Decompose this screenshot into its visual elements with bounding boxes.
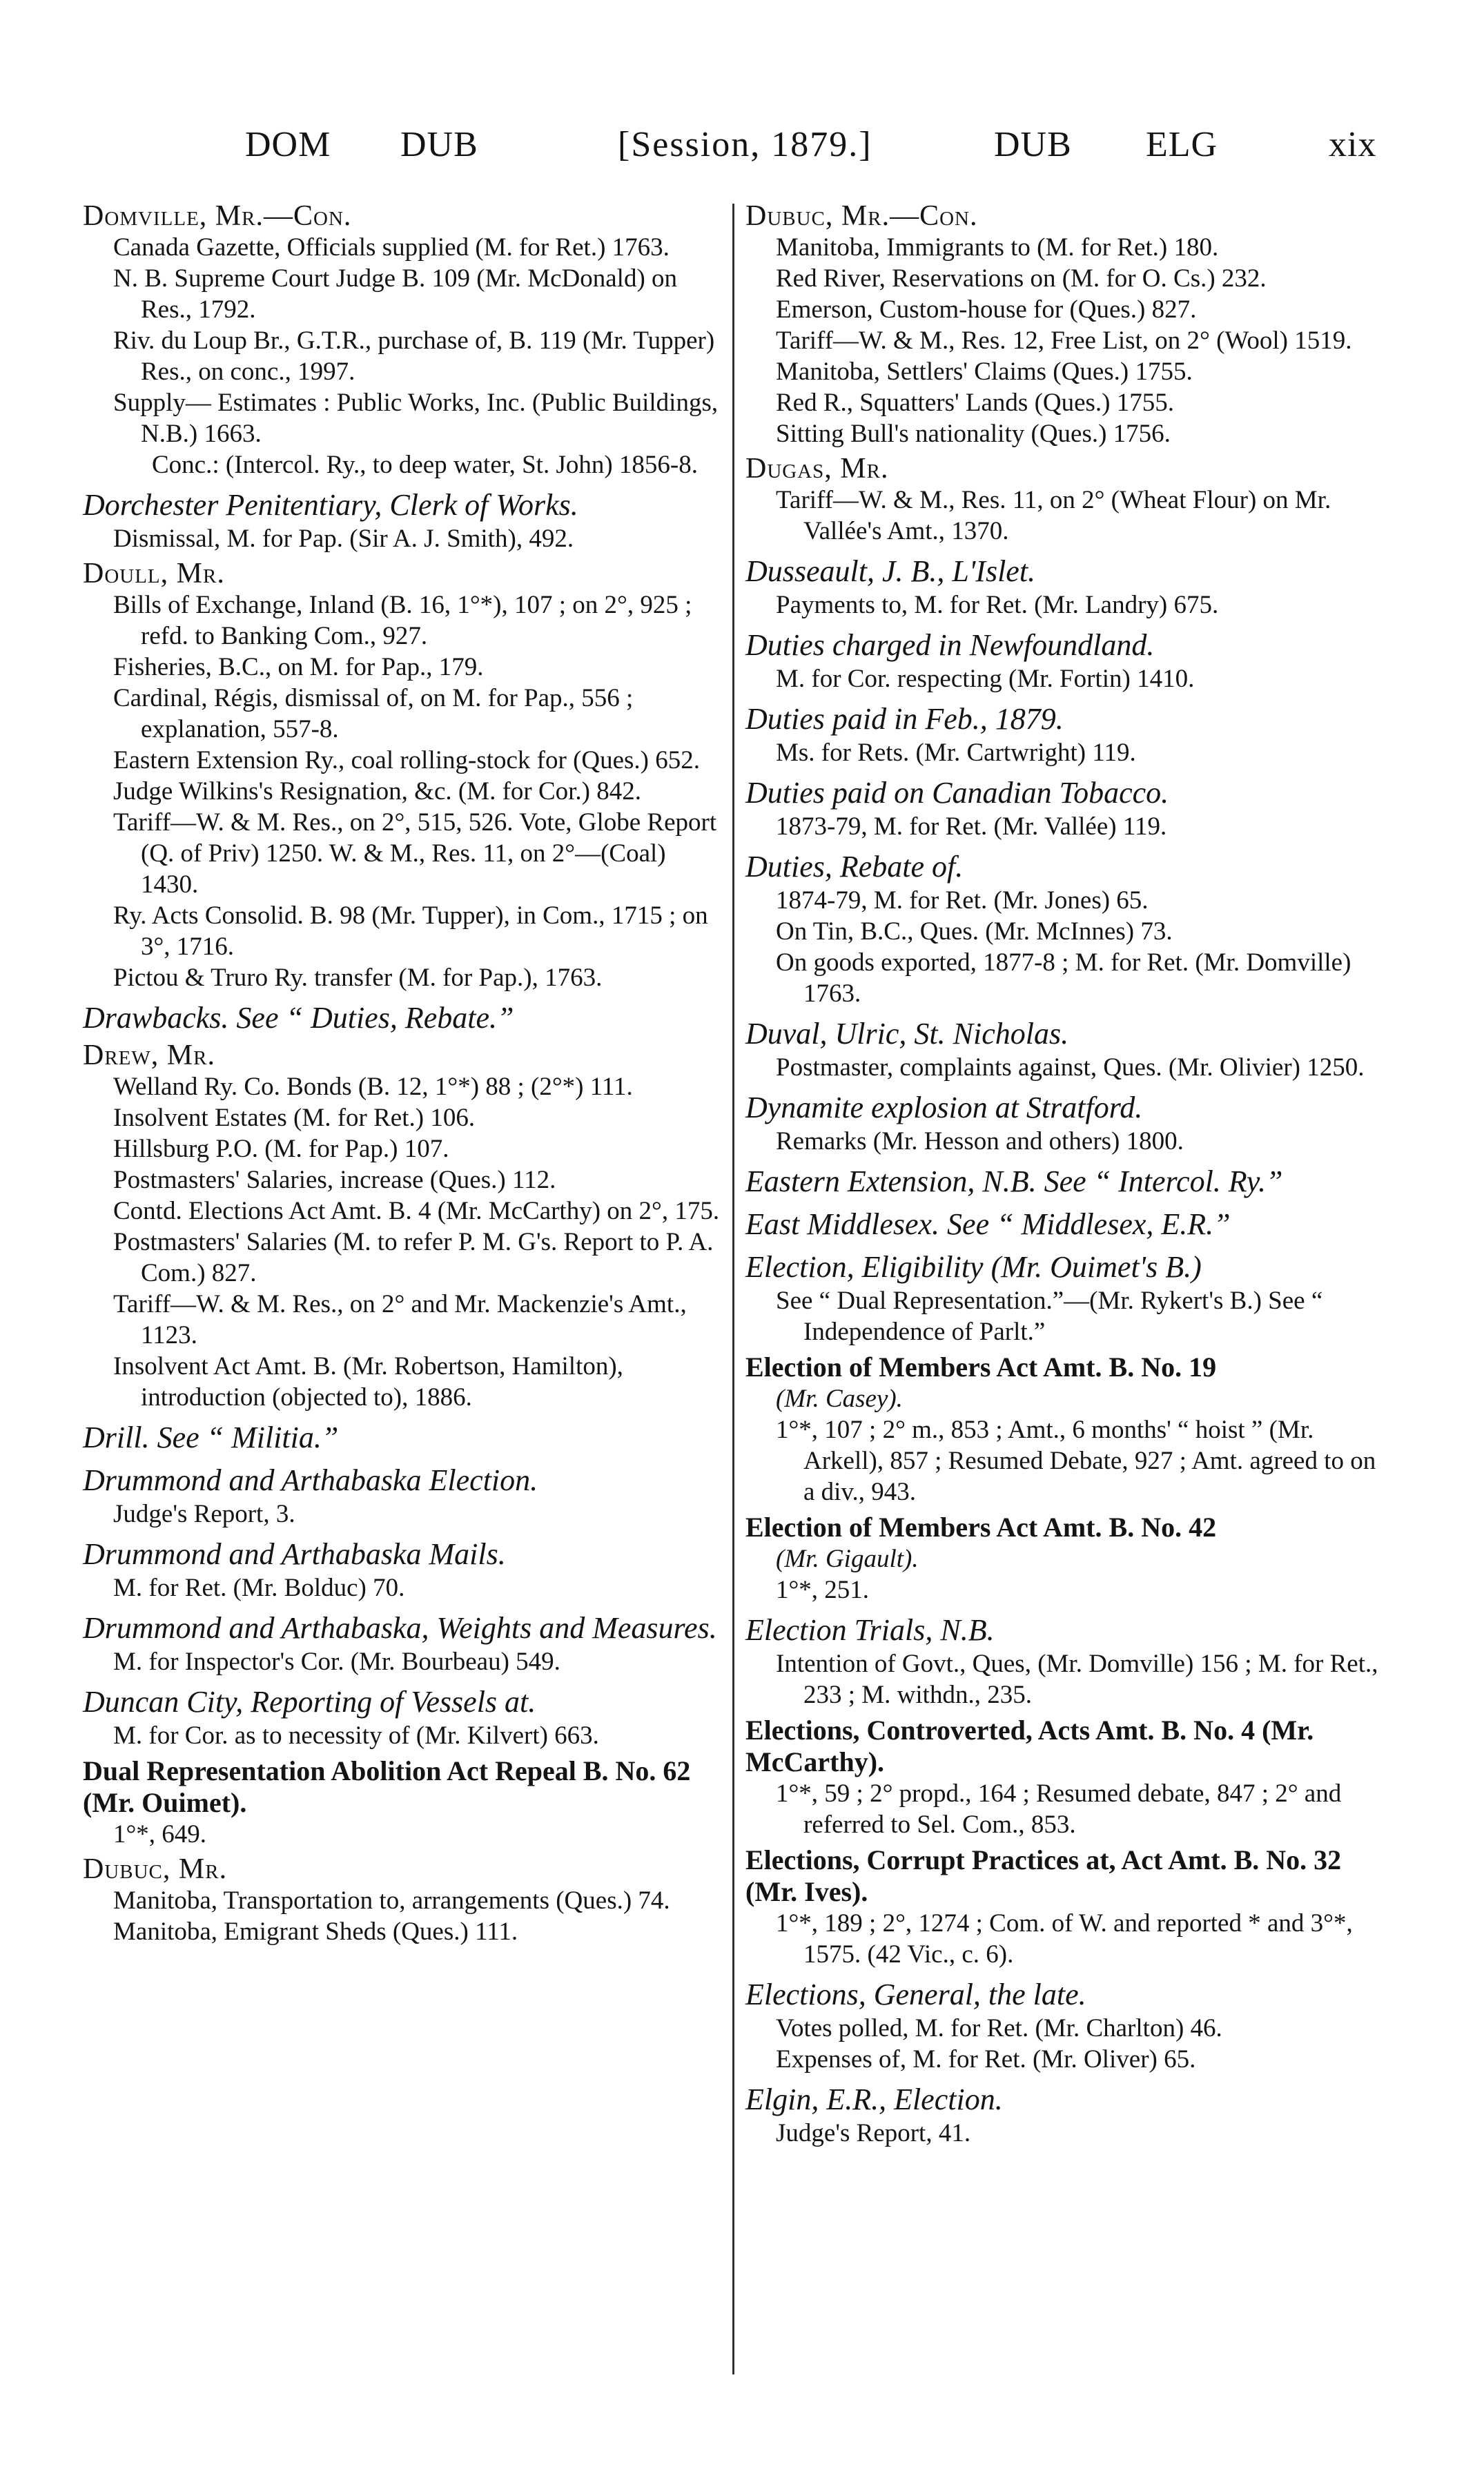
entry-line: Tariff—W. & M., Res. 11, on 2° (Wheat Flour) on Mr. Vallée's Amt., 1370. [776, 486, 1331, 545]
entry-line: Dismissal, M. for Pap. (Sir A. J. Smith), 492. [113, 525, 574, 553]
entry-line: Manitoba, Settlers' Claims (Ques.) 1755. [776, 358, 1193, 386]
entry-line: 1°*, 107 ; 2° m., 853 ; Amt., 6 months' “ hoist ” (Mr. Arkell), 857 ; Resumed Debate, 927 ; Amt. agreed to on a div., 943. [776, 1416, 1376, 1506]
entry-line: 1°*, 189 ; 2°, 1274 ; Com. of W. and reported * and 3°*, 1575. (42 Vic., c. 6). [776, 1909, 1353, 1969]
entry-heading: Drawbacks. See “ Duties, Rebate.” [83, 1001, 514, 1035]
entry-duties-tobacco [745, 775, 1380, 842]
entry-dorchester [83, 487, 721, 554]
entry-duties-feb [745, 701, 1380, 768]
entry-line: Tariff—W. & M. Res., on 2° and Mr. Mackenzie's Amt., 1123. [113, 1290, 687, 1349]
entry-line: Cardinal, Régis, dismissal of, on M. for Pap., 556 ; explanation, 557-8. [113, 684, 634, 743]
column-divider [732, 204, 734, 2374]
entry-drummond-mails [83, 1536, 721, 1603]
entry-dubuc [83, 1854, 721, 1947]
entry-dual-representation [83, 1755, 721, 1850]
entry-heading: Duties, Rebate of. [745, 850, 964, 884]
entry-heading: Drummond and Arthabaska, Weights and Measures. [83, 1611, 717, 1645]
entry-heading: Duties paid on Canadian Tobacco. [745, 776, 1169, 810]
header-right-a: DUB [994, 125, 1072, 164]
entry-election-trials [745, 1612, 1380, 1710]
entry-heading: Election Trials, N.B. [745, 1613, 995, 1647]
entry-line: Insolvent Act Amt. B. (Mr. Robertson, Hamilton), introduction (objected to), 1886. [113, 1352, 623, 1412]
entry-heading: Dynamite explosion at Stratford. [745, 1091, 1143, 1124]
entry-duties-rebate [745, 849, 1380, 1009]
entry-line: Tariff—W. & M., Res. 12, Free List, on 2° (Wool) 1519. [776, 326, 1352, 355]
entry-line: Postmasters' Salaries (M. to refer P. M. G's. Report to P. A. Com.) 827. [113, 1228, 714, 1287]
entry-line: Manitoba, Immigrants to (M. for Ret.) 180. [776, 233, 1219, 262]
left-column [83, 197, 721, 1947]
entry-line: Ry. Acts Consolid. B. 98 (Mr. Tupper), in Com., 1715 ; on 3°, 1716. [113, 901, 708, 961]
entry-line: Eastern Extension Ry., coal rolling-stock for (Ques.) 652. [113, 746, 701, 774]
entry-heading: Drummond and Arthabaska Mails. [83, 1537, 506, 1571]
entry-line: Sitting Bull's nationality (Ques.) 1756. [776, 420, 1171, 448]
header-left-a: DOM [245, 125, 331, 164]
entry-line: On goods exported, 1877-8 ; M. for Ret. (Mr. Domville) 1763. [776, 948, 1351, 1008]
entry-line: Postmasters' Salaries, increase (Ques.) 112. [113, 1166, 556, 1194]
entry-drew [83, 1040, 721, 1413]
entry-drummond-weights [83, 1610, 721, 1677]
entry-drill [83, 1420, 721, 1456]
entry-line: (Mr. Casey). [776, 1385, 903, 1413]
entry-heading: Doull, Mr. [83, 558, 225, 589]
entry-line: Pictou & Truro Ry. transfer (M. for Pap.), 1763. [113, 964, 603, 992]
entry-line: Insolvent Estates (M. for Ret.) 106. [113, 1104, 476, 1132]
entry-heading: Election, Eligibility (Mr. Ouimet's B.) [745, 1250, 1202, 1284]
entry-duncan-city [83, 1684, 721, 1751]
entry-line: Hillsburg P.O. (M. for Pap.) 107. [113, 1135, 449, 1163]
entry-line: Votes polled, M. for Ret. (Mr. Charlton) 46. [776, 2014, 1222, 2042]
entry-line: Supply— Estimates : Public Works, Inc. (Public Buildings, N.B.) 1663. [113, 389, 719, 448]
entry-heading: Drummond and Arthabaska Election. [83, 1463, 538, 1497]
entry-elections-controverted [745, 1715, 1380, 1840]
entry-dubuc-continued [745, 201, 1380, 449]
entry-heading: Elections, General, the late. [745, 1978, 1086, 2011]
entry-line: Bills of Exchange, Inland (B. 16, 1°*), 107 ; on 2°, 925 ; refd. to Banking Com., 927. [113, 591, 692, 650]
entry-line: Contd. Elections Act Amt. B. 4 (Mr. McCarthy) on 2°, 175. [113, 1197, 720, 1225]
entry-heading: Duties paid in Feb., 1879. [745, 702, 1064, 736]
entry-line: Canada Gazette, Officials supplied (M. for Ret.) 1763. [113, 233, 670, 262]
entry-line: Tariff—W. & M. Res., on 2°, 515, 526. Vote, Globe Report (Q. of Priv) 1250. W. & M., Res. 11, on 2°—(Coal) 1430. [113, 808, 717, 899]
entry-east-middlesex [745, 1207, 1380, 1242]
header-session: [Session, 1879.] [618, 125, 872, 164]
entry-heading: East Middlesex. See “ Middlesex, E.R.” [745, 1207, 1231, 1241]
entry-heading: Duncan City, Reporting of Vessels at. [83, 1685, 536, 1719]
entry-heading: Elections, Corrupt Practices at, Act Amt. B. No. 32 (Mr. Ives). [745, 1844, 1342, 1907]
entry-heading: Dubuc, Mr. [83, 1853, 228, 1885]
entry-line: Fisheries, B.C., on M. for Pap., 179. [113, 653, 484, 681]
entry-line: 1873-79, M. for Ret. (Mr. Vallée) 119. [776, 812, 1167, 841]
entry-heading: Elgin, E.R., Election. [745, 2082, 1003, 2116]
entry-line: Red R., Squatters' Lands (Ques.) 1755. [776, 389, 1175, 417]
entry-dynamite [745, 1090, 1380, 1157]
entry-line: Welland Ry. Co. Bonds (B. 12, 1°*) 88 ; (2°*) 111. [113, 1073, 633, 1101]
entry-dugas [745, 453, 1380, 547]
entry-duval [745, 1016, 1380, 1083]
entry-line: On Tin, B.C., Ques. (Mr. McInnes) 73. [776, 917, 1173, 946]
entry-elections-general [745, 1977, 1380, 2075]
entry-doull [83, 558, 721, 993]
running-header [0, 124, 1484, 179]
entry-line: 1°*, 649. [113, 1820, 207, 1848]
entry-heading: Drew, Mr. [83, 1040, 215, 1071]
entry-election-members-19 [745, 1352, 1380, 1508]
entry-heading: Dusseault, J. B., L'Islet. [745, 554, 1036, 588]
entry-domville [83, 201, 721, 480]
entry-line: Judge Wilkins's Resignation, &c. (M. for Cor.) 842. [113, 777, 642, 806]
entry-heading: Dugas, Mr. [745, 453, 889, 485]
entry-line: Emerson, Custom-house for (Ques.) 827. [776, 295, 1197, 324]
entry-heading: Dubuc, Mr.—Con. [745, 200, 978, 232]
entry-line: Conc.: (Intercol. Ry., to deep water, St. John) 1856-8. [152, 451, 699, 479]
entry-line: M. for Inspector's Cor. (Mr. Bourbeau) 549. [113, 1648, 560, 1676]
entry-line: 1874-79, M. for Ret. (Mr. Jones) 65. [776, 886, 1149, 915]
entry-line: N. B. Supreme Court Judge B. 109 (Mr. McDonald) on Res., 1792. [113, 264, 678, 324]
entry-line: Manitoba, Emigrant Sheds (Ques.) 111. [113, 1918, 518, 1946]
entry-drummond-election [83, 1463, 721, 1530]
entry-heading: Election of Members Act Amt. B. No. 19 [745, 1352, 1217, 1383]
entry-election-members-42 [745, 1512, 1380, 1606]
entry-heading: Dorchester Penitentiary, Clerk of Works. [83, 488, 578, 522]
entry-heading: Election of Members Act Amt. B. No. 42 [745, 1512, 1217, 1543]
header-right-b: ELG [1146, 125, 1218, 164]
header-left-b: DUB [400, 125, 478, 164]
entry-line: Ms. for Rets. (Mr. Cartwright) 119. [776, 739, 1136, 767]
entry-line: Remarks (Mr. Hesson and others) 1800. [776, 1127, 1184, 1155]
entry-heading: Duval, Ulric, St. Nicholas. [745, 1017, 1069, 1051]
entry-line: Payments to, M. for Ret. (Mr. Landry) 675. [776, 591, 1219, 619]
entry-line: Judge's Report, 41. [776, 2119, 971, 2147]
right-column [745, 197, 1380, 2149]
entry-heading: Dual Representation Abolition Act Repeal B. No. 62 (Mr. Ouimet). [83, 1755, 691, 1818]
entry-drawbacks [83, 1000, 721, 1036]
entry-line: (Mr. Gigault). [776, 1545, 919, 1573]
page-number: xix [1329, 125, 1377, 164]
entry-elgin [745, 2082, 1380, 2149]
entry-eastern-extension [745, 1164, 1380, 1200]
entry-line: Expenses of, M. for Ret. (Mr. Oliver) 65. [776, 2045, 1196, 2074]
entry-election-eligibility [745, 1249, 1380, 1347]
entry-line: Manitoba, Transportation to, arrangements (Ques.) 74. [113, 1886, 670, 1915]
entry-line: Intention of Govt., Ques, (Mr. Domville) 156 ; M. for Ret., 233 ; M. withdn., 235. [776, 1650, 1378, 1709]
entry-line: See “ Dual Representation.”—(Mr. Rykert's B.) See “ Independence of Parlt.” [776, 1287, 1323, 1346]
entry-line: M. for Cor. respecting (Mr. Fortin) 1410. [776, 665, 1195, 693]
entry-line: Riv. du Loup Br., G.T.R., purchase of, B. 119 (Mr. Tupper) Res., on conc., 1997. [113, 326, 715, 386]
entry-line: M. for Cor. as to necessity of (Mr. Kilvert) 663. [113, 1721, 599, 1750]
entry-line: Judge's Report, 3. [113, 1500, 295, 1528]
entry-line: Postmaster, complaints against, Ques. (Mr. Olivier) 1250. [776, 1053, 1365, 1082]
entry-duties-newfoundland [745, 627, 1380, 694]
entry-heading: Domville, Mr.—Con. [83, 200, 352, 232]
entry-heading: Elections, Controverted, Acts Amt. B. No. 4 (Mr. McCarthy). [745, 1715, 1314, 1777]
entry-heading: Duties charged in Newfoundland. [745, 628, 1155, 662]
entry-line: M. for Ret. (Mr. Bolduc) 70. [113, 1574, 405, 1602]
entry-heading: Drill. See “ Militia.” [83, 1421, 339, 1454]
entry-dusseault [745, 554, 1380, 621]
entry-line: 1°*, 59 ; 2° propd., 164 ; Resumed debate, 847 ; 2° and referred to Sel. Com., 853. [776, 1779, 1342, 1839]
entry-line: Red River, Reservations on (M. for O. Cs.) 232. [776, 264, 1267, 293]
entry-elections-corrupt [745, 1844, 1380, 1970]
entry-heading: Eastern Extension, N.B. See “ Intercol. Ry.” [745, 1164, 1283, 1198]
entry-line: 1°*, 251. [776, 1576, 870, 1604]
